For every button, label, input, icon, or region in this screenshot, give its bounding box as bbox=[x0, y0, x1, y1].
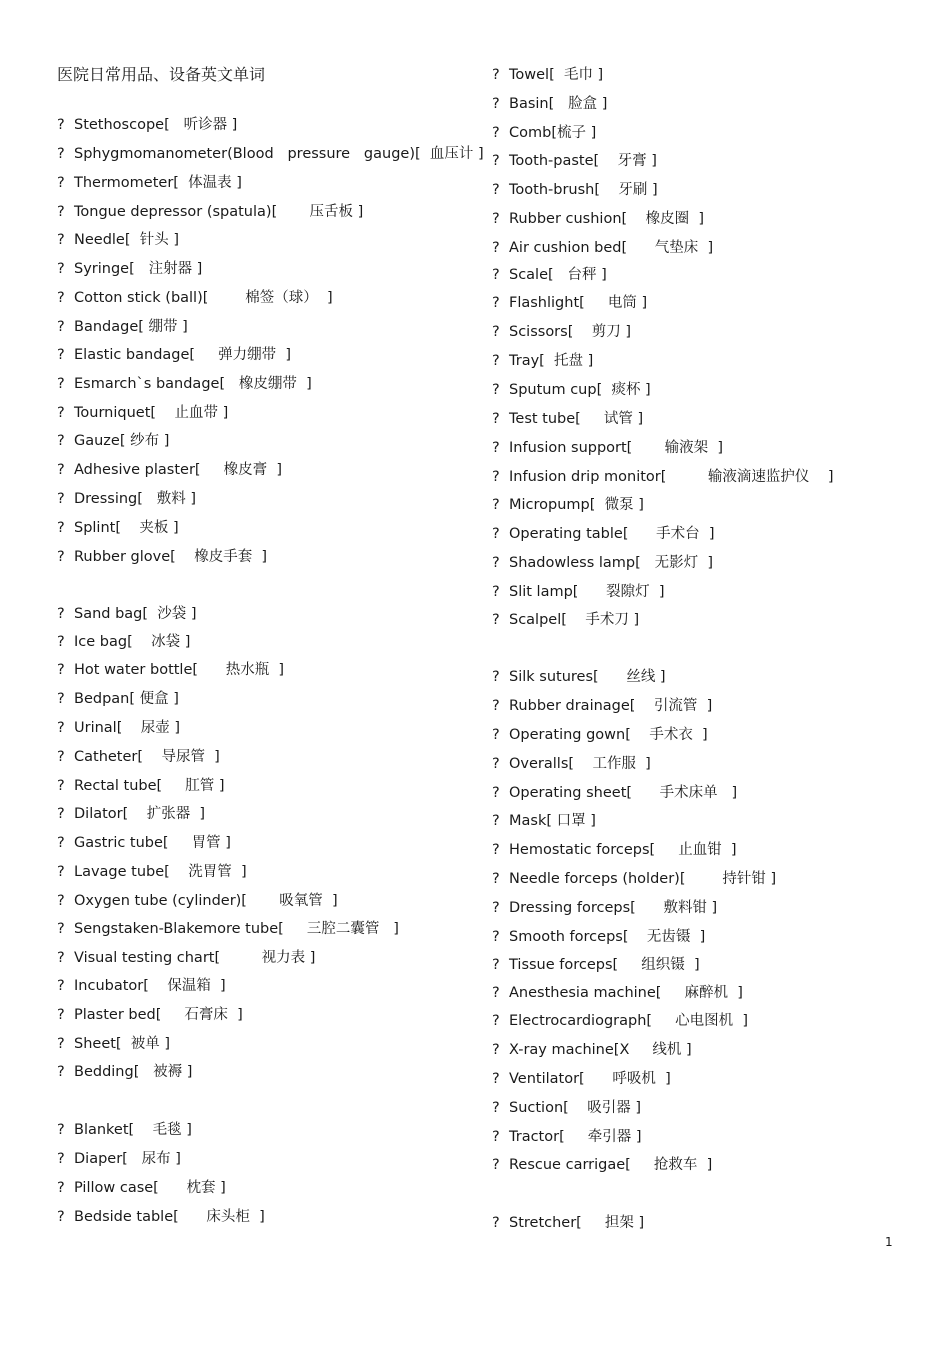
list-bullet: ? bbox=[492, 1100, 500, 1116]
list-item bbox=[492, 668, 666, 686]
term-text: Sheet[ 被单 ] bbox=[74, 1036, 171, 1052]
list-item bbox=[57, 633, 190, 651]
list-item bbox=[492, 784, 737, 802]
list-bullet: ? bbox=[492, 900, 500, 916]
list-bullet: ? bbox=[492, 295, 500, 311]
list-bullet: ? bbox=[492, 1215, 500, 1231]
list-item bbox=[57, 145, 484, 163]
list-bullet: ? bbox=[492, 929, 500, 945]
list-item bbox=[492, 1099, 641, 1117]
term-text: Adhesive plaster[ 橡皮膏 ] bbox=[74, 462, 282, 478]
term-text: Gauze[ 纱布 ] bbox=[74, 433, 170, 449]
term-text: Dressing forceps[ 敷料钳 ] bbox=[509, 900, 718, 916]
list-bullet: ? bbox=[492, 469, 500, 485]
term-text: Rectal tube[ 肛管 ] bbox=[74, 778, 225, 794]
term-text: Tongue depressor (spatula)[ 压舌板 ] bbox=[74, 204, 364, 220]
term-text: Tray[ 托盘 ] bbox=[509, 353, 594, 369]
list-bullet: ? bbox=[492, 957, 500, 973]
list-bullet: ? bbox=[57, 1064, 65, 1080]
list-bullet: ? bbox=[492, 1129, 500, 1145]
list-bullet: ? bbox=[492, 727, 500, 743]
term-text: Operating table[ 手术台 ] bbox=[509, 526, 715, 542]
term-text: Elastic bandage[ 弹力绷带 ] bbox=[74, 347, 291, 363]
list-bullet: ? bbox=[492, 785, 500, 801]
list-item bbox=[57, 748, 220, 766]
list-bullet: ? bbox=[492, 411, 500, 427]
list-item bbox=[57, 1179, 226, 1197]
list-item bbox=[492, 812, 596, 830]
list-item bbox=[492, 66, 603, 84]
term-text: Silk sutures[ 丝线 ] bbox=[509, 669, 666, 685]
list-bullet: ? bbox=[492, 871, 500, 887]
list-bullet: ? bbox=[57, 319, 65, 335]
list-bullet: ? bbox=[57, 749, 65, 765]
list-item bbox=[57, 490, 196, 508]
list-item bbox=[492, 928, 705, 946]
list-bullet: ? bbox=[57, 1007, 65, 1023]
term-text: X-ray machine[X 线机 ] bbox=[509, 1042, 692, 1058]
list-item bbox=[57, 1121, 192, 1139]
list-item bbox=[492, 899, 717, 917]
term-text: Gastric tube[ 胃管 ] bbox=[74, 835, 231, 851]
list-item bbox=[57, 949, 315, 967]
list-bullet: ? bbox=[492, 267, 500, 283]
list-item bbox=[57, 174, 242, 192]
list-item bbox=[57, 605, 197, 623]
list-bullet: ? bbox=[57, 634, 65, 650]
term-text: Bedside table[ 床头柜 ] bbox=[74, 1209, 265, 1225]
list-item bbox=[492, 95, 607, 113]
term-text: Air cushion bed[ 气垫床 ] bbox=[509, 240, 714, 256]
list-item bbox=[492, 124, 596, 142]
term-text: Basin[ 脸盒 ] bbox=[509, 96, 608, 112]
term-text: Plaster bed[ 石膏床 ] bbox=[74, 1007, 243, 1023]
list-item bbox=[57, 777, 225, 795]
term-text: Cotton stick (ball)[ 棉签（球） ] bbox=[74, 290, 333, 306]
term-text: Esmarch`s bandage[ 橡皮绷带 ] bbox=[74, 376, 312, 392]
term-text: Anesthesia machine[ 麻醉机 ] bbox=[509, 985, 743, 1001]
list-item bbox=[57, 805, 205, 823]
list-item bbox=[57, 548, 267, 566]
list-bullet: ? bbox=[492, 1157, 500, 1173]
list-item bbox=[492, 1156, 712, 1174]
list-item bbox=[57, 834, 231, 852]
list-item bbox=[492, 352, 593, 370]
list-bullet: ? bbox=[57, 433, 65, 449]
list-bullet: ? bbox=[492, 1071, 500, 1087]
list-item bbox=[57, 289, 333, 307]
list-bullet: ? bbox=[57, 520, 65, 536]
list-bullet: ? bbox=[492, 526, 500, 542]
term-text: Stretcher[ 担架 ] bbox=[509, 1215, 645, 1231]
list-bullet: ? bbox=[57, 232, 65, 248]
list-bullet: ? bbox=[57, 835, 65, 851]
term-text: Rubber glove[ 橡皮手套 ] bbox=[74, 549, 268, 565]
list-item bbox=[57, 116, 237, 134]
list-bullet: ? bbox=[57, 405, 65, 421]
list-item bbox=[492, 323, 631, 341]
term-text: Scalpel[ 手术刀 ] bbox=[509, 612, 640, 628]
term-text: Sand bag[ 沙袋 ] bbox=[74, 606, 197, 622]
list-bullet: ? bbox=[492, 698, 500, 714]
list-item bbox=[492, 583, 665, 601]
list-bullet: ? bbox=[57, 950, 65, 966]
term-text: Hemostatic forceps[ 止血钳 ] bbox=[509, 842, 737, 858]
list-item bbox=[492, 1012, 748, 1030]
list-item bbox=[492, 294, 647, 312]
list-item bbox=[492, 870, 776, 888]
list-item bbox=[492, 525, 715, 543]
list-bullet: ? bbox=[57, 921, 65, 937]
list-bullet: ? bbox=[492, 1013, 500, 1029]
term-text: Towel[ 毛巾 ] bbox=[509, 67, 604, 83]
list-bullet: ? bbox=[57, 778, 65, 794]
list-item bbox=[57, 690, 179, 708]
term-text: Bedpan[ 便盒 ] bbox=[74, 691, 179, 707]
list-item bbox=[57, 260, 202, 278]
list-bullet: ? bbox=[492, 240, 500, 256]
term-text: Splint[ 夹板 ] bbox=[74, 520, 179, 536]
list-bullet: ? bbox=[57, 175, 65, 191]
term-text: Comb[梳子 ] bbox=[509, 125, 597, 141]
list-bullet: ? bbox=[57, 347, 65, 363]
list-bullet: ? bbox=[492, 125, 500, 141]
term-text: Blanket[ 毛毯 ] bbox=[74, 1122, 192, 1138]
list-item bbox=[57, 920, 399, 938]
list-item bbox=[492, 1128, 642, 1146]
list-item bbox=[57, 719, 180, 737]
list-bullet: ? bbox=[57, 978, 65, 994]
term-text: Dilator[ 扩张器 ] bbox=[74, 806, 206, 822]
list-item bbox=[57, 346, 291, 364]
term-text: Infusion support[ 输液架 ] bbox=[509, 440, 723, 456]
list-item bbox=[492, 755, 651, 773]
list-bullet: ? bbox=[57, 290, 65, 306]
term-text: Infusion drip monitor[ 输液滴速监护仪 ] bbox=[509, 469, 834, 485]
term-text: Rubber cushion[ 橡皮圈 ] bbox=[509, 211, 704, 227]
list-item bbox=[57, 1063, 192, 1081]
list-bullet: ? bbox=[492, 67, 500, 83]
term-text: Diaper[ 尿布 ] bbox=[74, 1151, 181, 1167]
term-text: Visual testing chart[ 视力表 ] bbox=[74, 950, 316, 966]
list-bullet: ? bbox=[492, 842, 500, 858]
list-bullet: ? bbox=[57, 491, 65, 507]
list-bullet: ? bbox=[57, 117, 65, 133]
list-item bbox=[492, 956, 700, 974]
term-text: Rubber drainage[ 引流管 ] bbox=[509, 698, 713, 714]
term-text: Tourniquet[ 止血带 ] bbox=[74, 405, 229, 421]
list-bullet: ? bbox=[492, 555, 500, 571]
list-item bbox=[57, 231, 179, 249]
list-item bbox=[57, 1006, 243, 1024]
list-item bbox=[492, 726, 708, 744]
list-item bbox=[57, 318, 188, 336]
term-text: Ice bag[ 冰袋 ] bbox=[74, 634, 191, 650]
list-bullet: ? bbox=[57, 261, 65, 277]
list-item bbox=[492, 841, 737, 859]
list-item bbox=[492, 152, 657, 170]
term-text: Needle[ 针头 ] bbox=[74, 232, 179, 248]
list-item bbox=[492, 697, 712, 715]
list-item bbox=[57, 863, 247, 881]
term-text: Catheter[ 导尿管 ] bbox=[74, 749, 220, 765]
list-item bbox=[57, 1208, 265, 1226]
term-text: Sengstaken-Blakemore tube[ 三腔二囊管 ] bbox=[74, 921, 399, 937]
list-bullet: ? bbox=[492, 756, 500, 772]
term-text: Scissors[ 剪刀 ] bbox=[509, 324, 632, 340]
page-title: 医院日常用品、设备英文单词 bbox=[57, 65, 266, 84]
list-bullet: ? bbox=[492, 813, 500, 829]
list-bullet: ? bbox=[57, 549, 65, 565]
list-item bbox=[57, 892, 338, 910]
list-item bbox=[492, 239, 713, 257]
term-text: Rescue carrigae[ 抢救车 ] bbox=[509, 1157, 713, 1173]
list-bullet: ? bbox=[57, 691, 65, 707]
list-bullet: ? bbox=[57, 1036, 65, 1052]
list-item bbox=[492, 381, 651, 399]
list-bullet: ? bbox=[492, 153, 500, 169]
list-bullet: ? bbox=[57, 806, 65, 822]
list-bullet: ? bbox=[492, 584, 500, 600]
list-bullet: ? bbox=[57, 662, 65, 678]
list-bullet: ? bbox=[492, 382, 500, 398]
list-item bbox=[57, 375, 312, 393]
term-text: Thermometer[ 体温表 ] bbox=[74, 175, 242, 191]
list-bullet: ? bbox=[492, 211, 500, 227]
list-bullet: ? bbox=[492, 497, 500, 513]
list-bullet: ? bbox=[492, 440, 500, 456]
term-text: Micropump[ 微泵 ] bbox=[509, 497, 644, 513]
list-item bbox=[57, 404, 228, 422]
term-text: Suction[ 吸引器 ] bbox=[509, 1100, 642, 1116]
term-text: Tooth-paste[ 牙膏 ] bbox=[509, 153, 657, 169]
term-text: Smooth forceps[ 无齿镊 ] bbox=[509, 929, 706, 945]
list-item bbox=[57, 432, 169, 450]
list-bullet: ? bbox=[57, 720, 65, 736]
list-bullet: ? bbox=[492, 96, 500, 112]
term-text: Scale[ 台秤 ] bbox=[509, 267, 607, 283]
list-bullet: ? bbox=[492, 612, 500, 628]
term-text: Urinal[ 尿壶 ] bbox=[74, 720, 181, 736]
term-text: Bandage[ 绷带 ] bbox=[74, 319, 188, 335]
term-text: Pillow case[ 枕套 ] bbox=[74, 1180, 226, 1196]
list-item bbox=[492, 1041, 692, 1059]
term-text: Incubator[ 保温箱 ] bbox=[74, 978, 226, 994]
list-bullet: ? bbox=[492, 353, 500, 369]
term-text: Flashlight[ 电筒 ] bbox=[509, 295, 648, 311]
list-item bbox=[57, 1035, 170, 1053]
list-bullet: ? bbox=[57, 146, 65, 162]
list-bullet: ? bbox=[57, 1122, 65, 1138]
list-bullet: ? bbox=[57, 606, 65, 622]
list-bullet: ? bbox=[57, 864, 65, 880]
list-item bbox=[57, 519, 179, 537]
list-item bbox=[57, 977, 226, 995]
term-text: Sphygmomanometer(Blood pressure gauge)[ 血压计 ] bbox=[74, 146, 484, 162]
list-bullet: ? bbox=[57, 1209, 65, 1225]
term-text: Test tube[ 试管 ] bbox=[509, 411, 644, 427]
list-item bbox=[492, 181, 658, 199]
list-bullet: ? bbox=[57, 462, 65, 478]
list-bullet: ? bbox=[492, 324, 500, 340]
list-item bbox=[57, 661, 284, 679]
term-text: Electrocardiograph[ 心电图机 ] bbox=[509, 1013, 748, 1029]
term-text: Slit lamp[ 裂隙灯 ] bbox=[509, 584, 665, 600]
term-text: Oxygen tube (cylinder)[ 吸氧管 ] bbox=[74, 893, 338, 909]
term-text: Syringe[ 注射器 ] bbox=[74, 261, 203, 277]
list-item bbox=[492, 611, 639, 629]
list-item bbox=[492, 554, 713, 572]
term-text: Tissue forceps[ 组织镊 ] bbox=[509, 957, 700, 973]
list-item bbox=[492, 984, 743, 1002]
list-bullet: ? bbox=[492, 1042, 500, 1058]
list-item bbox=[492, 439, 723, 457]
term-text: Bedding[ 被褥 ] bbox=[74, 1064, 193, 1080]
term-text: Stethoscope[ 听诊器 ] bbox=[74, 117, 238, 133]
list-bullet: ? bbox=[57, 204, 65, 220]
list-item bbox=[492, 410, 643, 428]
list-item bbox=[492, 266, 607, 284]
term-text: Needle forceps (holder)[ 持针钳 ] bbox=[509, 871, 777, 887]
term-text: Operating gown[ 手术衣 ] bbox=[509, 727, 708, 743]
term-text: Tooth-brush[ 牙刷 ] bbox=[509, 182, 658, 198]
page-number: 1 bbox=[885, 1235, 893, 1249]
list-bullet: ? bbox=[57, 376, 65, 392]
term-text: Hot water bottle[ 热水瓶 ] bbox=[74, 662, 285, 678]
term-text: Operating sheet[ 手术床单 ] bbox=[509, 785, 738, 801]
list-item bbox=[57, 461, 282, 479]
list-item bbox=[492, 1214, 644, 1232]
list-bullet: ? bbox=[57, 1151, 65, 1167]
list-bullet: ? bbox=[492, 985, 500, 1001]
list-item bbox=[492, 496, 644, 514]
term-text: Lavage tube[ 洗胃管 ] bbox=[74, 864, 247, 880]
list-bullet: ? bbox=[492, 182, 500, 198]
list-item bbox=[492, 1070, 671, 1088]
term-text: Mask[ 口罩 ] bbox=[509, 813, 596, 829]
list-item bbox=[492, 468, 834, 486]
list-item bbox=[492, 210, 704, 228]
list-bullet: ? bbox=[57, 1180, 65, 1196]
term-text: Ventilator[ 呼吸机 ] bbox=[509, 1071, 671, 1087]
term-text: Dressing[ 敷料 ] bbox=[74, 491, 197, 507]
term-text: Tractor[ 牵引器 ] bbox=[509, 1129, 642, 1145]
list-bullet: ? bbox=[57, 893, 65, 909]
term-text: Shadowless lamp[ 无影灯 ] bbox=[509, 555, 713, 571]
list-item bbox=[57, 203, 363, 221]
list-item bbox=[57, 1150, 181, 1168]
list-bullet: ? bbox=[492, 669, 500, 685]
term-text: Overalls[ 工作服 ] bbox=[509, 756, 651, 772]
term-text: Sputum cup[ 痰杯 ] bbox=[509, 382, 651, 398]
